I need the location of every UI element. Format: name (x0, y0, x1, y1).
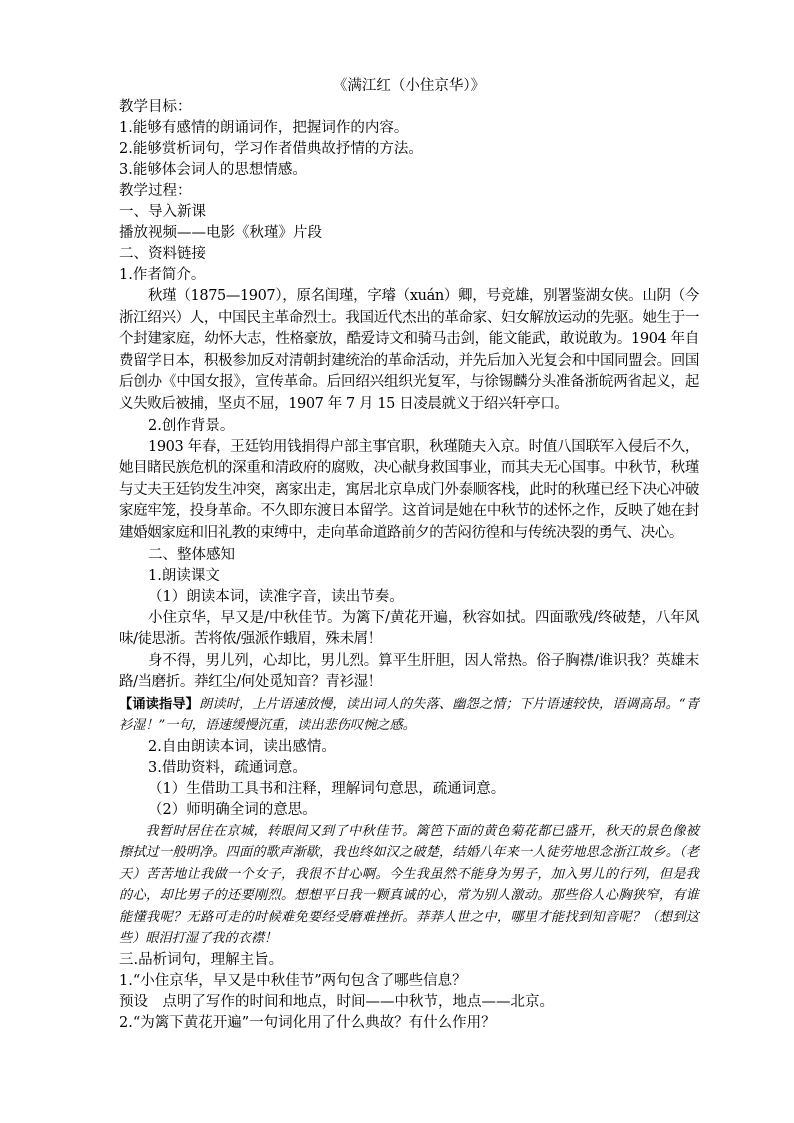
subsection-item: （1）朗读本词，读准字音，读出节奏。 (148, 588, 404, 605)
subsection-heading: 1.作者简介。 (119, 267, 206, 283)
section-heading: 三.品析词句，理解主旨。 (119, 951, 284, 968)
goals-heading: 教学目标： (119, 99, 192, 115)
question: 2.“为篱下黄花开遍”一句词化用了什么典故？有什么作用？ (119, 1014, 496, 1031)
translation-paragraph: 我暂时居住在京城，转眼间又到了中秋佳节。篱笆下面的黄色菊花都已盛开，秋天的景色像被擦拭过一般明净。四面的歌声渐歇，我也终如汉之破楚，结婚八年来一人徒劳地思念浙江故乡。（老天）苦苦地让我做一个女子，我很不甘心啊。今生我虽然不能身为男子，加入男儿的行列，但是我的心，却比男子的还要刚烈。想想平日我一颗真诚的心，常为别人激动。那些俗人心胸狭窄，有谁能懂我呢？无路可走的时候难免要经受磨难挫折。莽莽人世之中，哪里才能找到知音呢？（想到这些）眼泪打湿了我的衣襟！ (119, 823, 699, 947)
section-text: 播放视频——电影《秋瑾》片段 (119, 225, 322, 241)
guide-text: 朗读时，上片语速放慢，读出词人的失落、幽怨之情；下片语速较快，语调高昂。“青衫湿！”一句，语速缓慢沉重，读出悲伤叹惋之感。 (119, 696, 700, 734)
goal-item: 1.能够有感情的朗诵词作，把握词作的内容。 (119, 120, 409, 136)
poem-stanza-1: 小住京华，早又是/中秋佳节。为篱下/黄花开遍，秋容如拭。四面歌残/终破楚，八年风味/徒思浙。苦将侬/强派作蛾眉，殊未屑！ (119, 609, 699, 648)
subsection-heading: 2.创作背景。 (148, 417, 235, 434)
section-heading: 二、整体感知 (148, 546, 235, 563)
background-paragraph: 1903 年春，王廷钧用钱捐得户部主事官职，秋瑾随夫入京。时值八国联军入侵后不久，她目睹民族危机的深重和清政府的腐败，决心献身救国事业，而其夫无心国事。中秋节，秋瑾与丈夫王廷钧发生冲突，离家出走，寓居北京阜成门外泰顺客栈，此时的秋瑾已经下决心冲破家庭牢笼，投身革命。不久即东渡日本留学。这首词是她在中秋节的述怀之作，反映了她在封建婚姻家庭和旧礼教的束缚中，走向革命道路前夕的苦闷彷徨和与传统决裂的勇气、决心。 (119, 438, 699, 541)
process-heading: 教学过程： (119, 183, 192, 199)
recitation-guide (119, 694, 699, 737)
guide-label: 【诵读指导】 (119, 696, 199, 712)
document-page (119, 76, 699, 1034)
subsection-heading: 1.朗读课文 (148, 567, 220, 584)
section-heading: 一、导入新课 (119, 204, 206, 220)
subsection-heading: 2.自由朗读本词，读出感情。 (148, 738, 336, 755)
goal-item: 2.能够赏析词句，学习作者借典故抒情的方法。 (119, 141, 423, 157)
subsection-heading: 3.借助资料，疏通词意。 (148, 759, 307, 776)
poem-stanza-2: 身不得，男儿列，心却比，男儿烈。算平生肝胆，因人常热。俗子胸襟/谁识我？英雄末路/当磨折。莽红尘/何处觅知音？青衫湿！ (119, 652, 699, 691)
subsection-item: （1）生借助工具书和注释，理解词句意思，疏通词意。 (148, 780, 506, 797)
section-heading: 二、资料链接 (119, 246, 206, 262)
document-title: 《满江红（小住京华）》 (332, 78, 486, 94)
question: 1.“小住京华，早又是中秋佳节”两句包含了哪些信息？ (119, 972, 467, 989)
goal-item: 3.能够体会词人的思想情感。 (119, 162, 307, 178)
answer: 预设 点明了写作的时间和地点，时间——中秋节，地点——北京。 (119, 993, 554, 1010)
author-paragraph: 秋瑾（1875—1907），原名闺瑾，字璿（xuán）卿，号竞雄，别署鉴湖女侠。山阴（今浙江绍兴）人，中国民主革命烈士。我国近代杰出的革命家、妇女解放运动的先驱。她生于一个封建家庭，幼怀大志，性格豪放，酷爱诗文和骑马击剑，能文能武，敢说敢为。1904 年自费留学日本，积极参加反对清朝封建统治的革命活动，并先后加入光复会和中国同盟会。回国后创办《中国女报》，宣传革命。后回绍兴组织光复军，与徐锡麟分头准备浙皖两省起义，起义失败后被捕，坚贞不屈，1907 年 7 月 15 日凌晨就义于绍兴轩亭口。 (119, 288, 699, 412)
subsection-item: （2）师明确全词的意思。 (148, 801, 317, 818)
